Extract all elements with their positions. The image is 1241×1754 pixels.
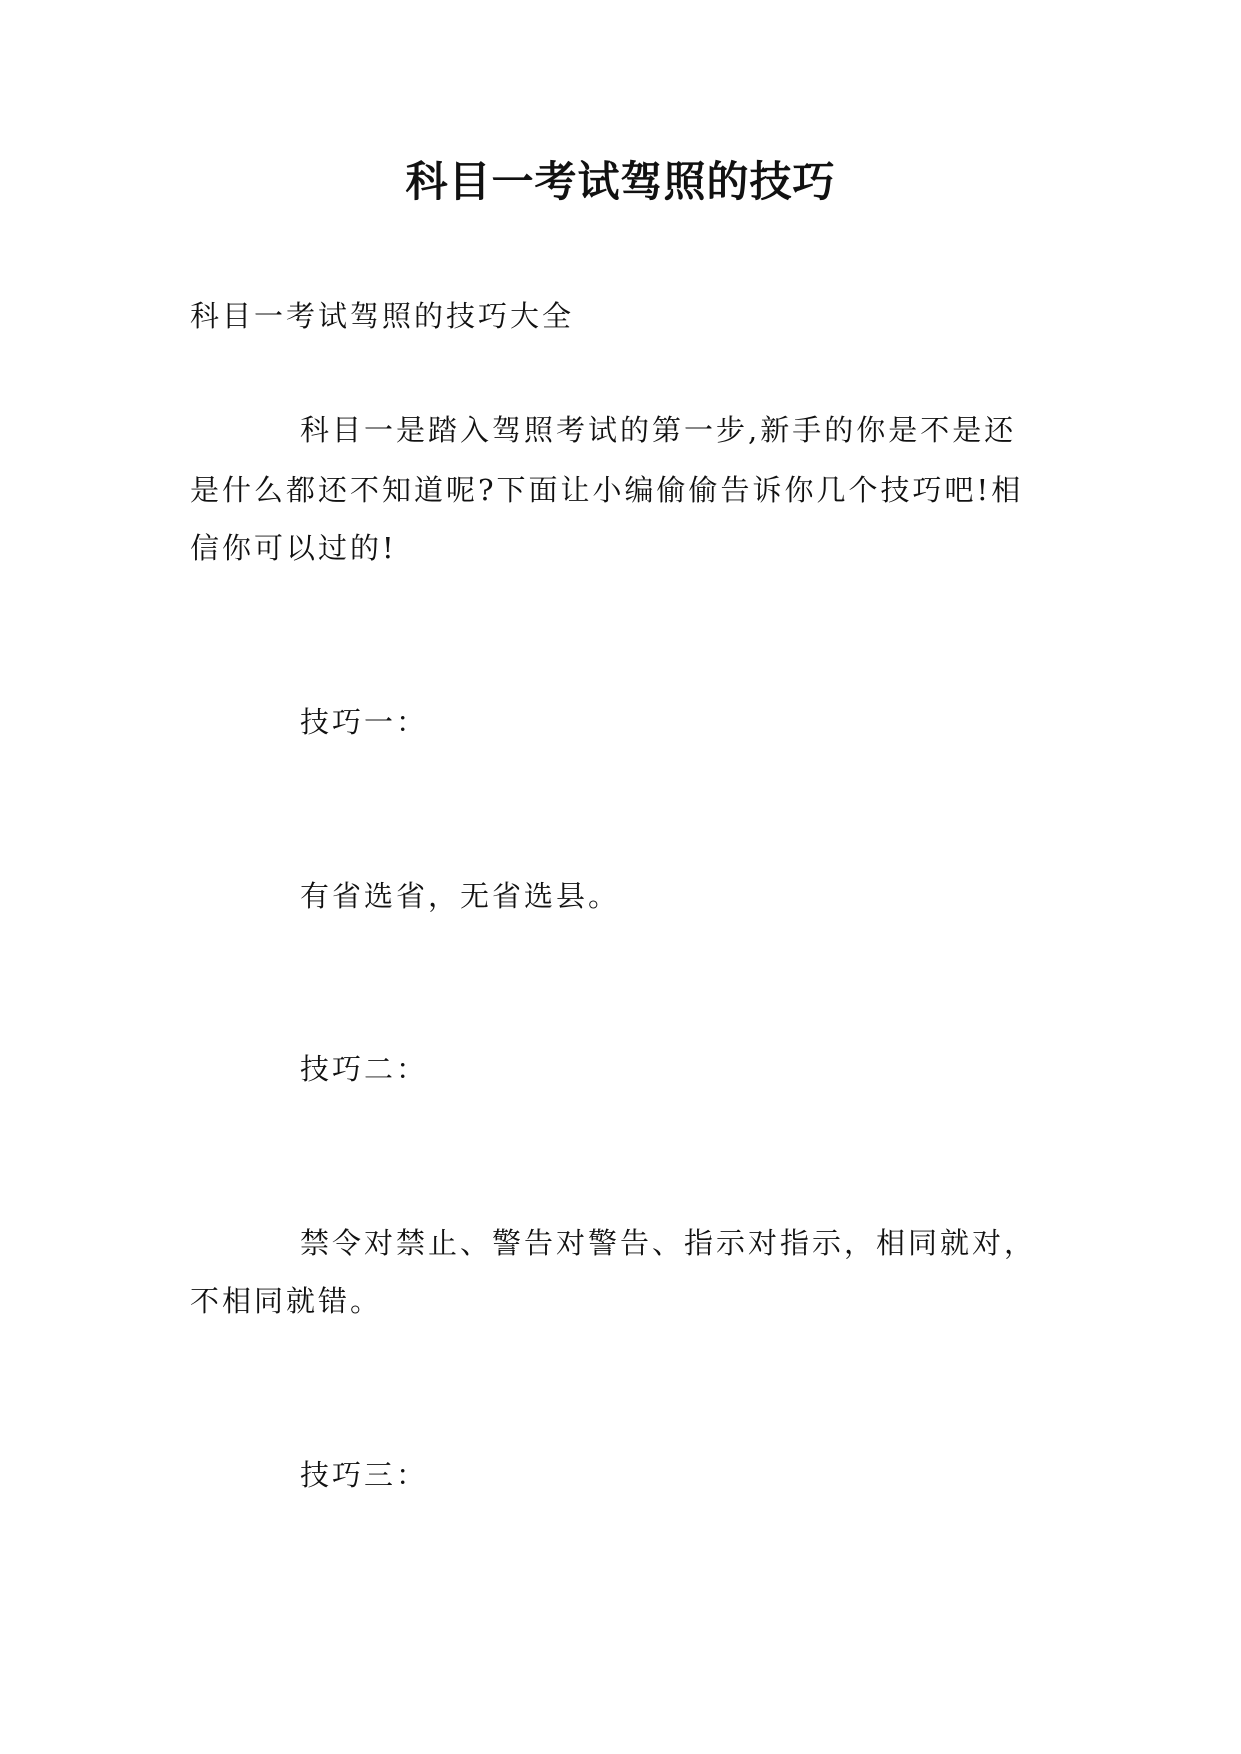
document-title: 科目一考试驾照的技巧 [405, 157, 836, 206]
intro-line-1: 科目一是踏入驾照考试的第一步,新手的你是不是还 [300, 413, 1017, 447]
tip-1-heading: 技巧一： [300, 705, 429, 739]
tip-1-text: 有省选省，无省选县。 [300, 879, 621, 913]
document-subtitle: 科目一考试驾照的技巧大全 [190, 299, 575, 333]
tip-2-heading: 技巧二： [300, 1052, 429, 1086]
intro-line-2: 是什么都还不知道呢?下面让小编偷偷告诉你几个技巧吧!相 [190, 473, 1024, 507]
tip-3-heading: 技巧三： [300, 1458, 429, 1492]
tip-2-line-1: 禁令对禁止、警告对警告、指示对指示，相同就对， [300, 1226, 1037, 1260]
intro-line-3: 信你可以过的! [190, 531, 397, 565]
tip-2-line-2: 不相同就错。 [190, 1284, 383, 1318]
